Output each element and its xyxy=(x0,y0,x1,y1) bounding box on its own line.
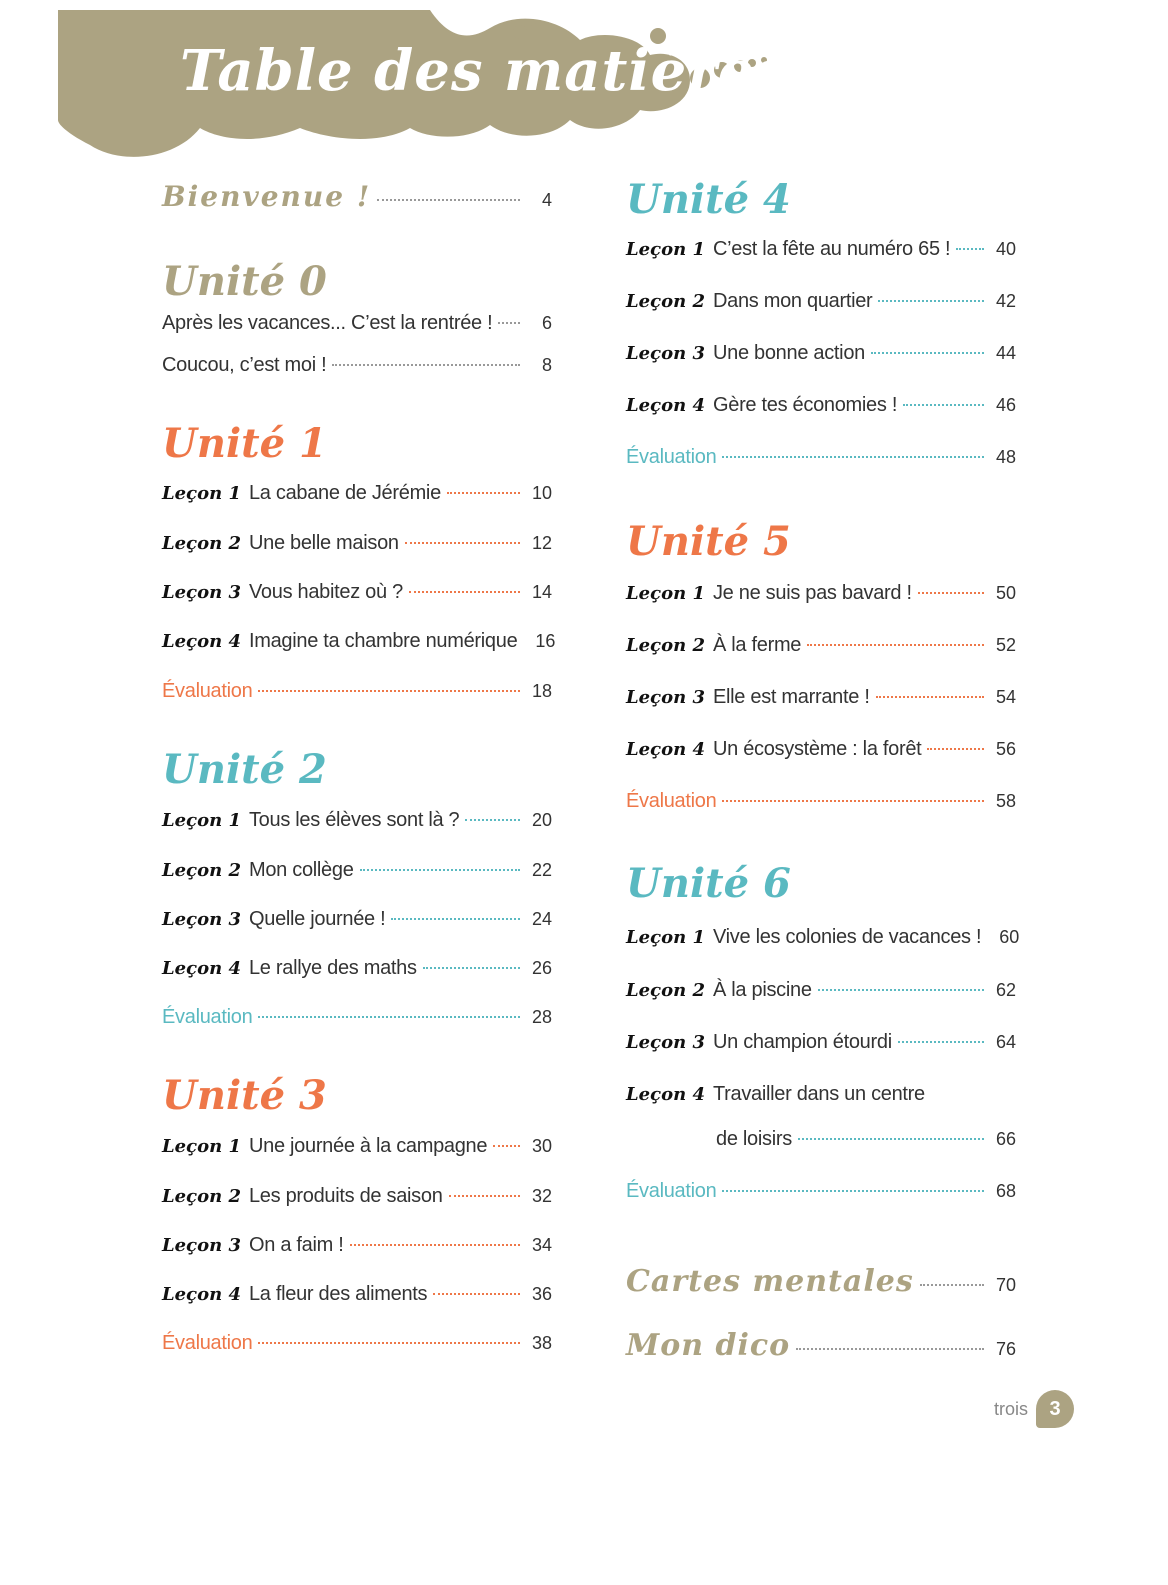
page-number-word: trois xyxy=(994,1398,1029,1419)
lesson-label: Leçon 4 xyxy=(162,631,241,652)
dot-leader xyxy=(818,989,984,991)
dot-leader xyxy=(258,1342,520,1344)
dot-leader xyxy=(807,644,984,646)
toc-entry-lesson[interactable] xyxy=(162,482,552,512)
toc-entry-continuation[interactable] xyxy=(626,1128,1016,1158)
page-number: 60 xyxy=(999,927,1020,947)
entry-title: Imagine ta chambre numérique xyxy=(248,630,518,652)
unit-1-heading: Unité 1 xyxy=(162,420,327,467)
toc-entry-evaluation[interactable] xyxy=(626,1180,1016,1210)
dot-leader xyxy=(903,404,984,406)
lesson-label: Leçon 2 xyxy=(626,635,705,656)
lesson-label: Leçon 2 xyxy=(162,860,241,881)
dot-leader xyxy=(920,1284,984,1286)
page-number: 54 xyxy=(995,687,1016,707)
page-number: 8 xyxy=(541,355,552,375)
toc-entry-evaluation[interactable] xyxy=(626,790,1016,820)
dot-leader xyxy=(258,1016,520,1018)
entry-title: C’est la fête au numéro 65 ! xyxy=(712,238,951,260)
dot-leader xyxy=(898,1041,984,1043)
page-number: 56 xyxy=(995,739,1016,759)
toc-entry-lesson[interactable] xyxy=(626,238,1016,268)
dot-leader xyxy=(722,800,984,802)
toc-entry-lesson[interactable] xyxy=(162,809,552,839)
page-number: 20 xyxy=(531,810,552,830)
toc-entry-lesson[interactable] xyxy=(162,581,552,611)
lesson-label: Leçon 1 xyxy=(626,927,705,948)
dot-leader xyxy=(405,542,520,544)
lesson-label: Leçon 2 xyxy=(162,533,241,554)
entry-title: On a faim ! xyxy=(248,1234,344,1256)
evaluation-label: Évaluation xyxy=(162,1006,253,1028)
toc-entry-lesson[interactable] xyxy=(626,342,1016,372)
toc-entry-lesson[interactable] xyxy=(162,532,552,562)
entry-title: À la piscine xyxy=(712,979,812,1001)
dot-leader xyxy=(332,364,520,366)
toc-entry[interactable] xyxy=(162,354,552,384)
page-number: 32 xyxy=(531,1186,552,1206)
dot-leader xyxy=(360,869,520,871)
page-number: 22 xyxy=(531,860,552,880)
dot-leader xyxy=(258,690,520,692)
evaluation-label: Évaluation xyxy=(626,446,717,468)
evaluation-label: Évaluation xyxy=(162,1332,253,1354)
lesson-label: Leçon 3 xyxy=(626,343,705,364)
dot-leader xyxy=(447,492,520,494)
evaluation-label: Évaluation xyxy=(162,680,253,702)
entry-title: Elle est marrante ! xyxy=(712,686,870,708)
page-number: 34 xyxy=(531,1235,552,1255)
dot-leader xyxy=(722,1190,984,1192)
dot-leader xyxy=(878,300,984,302)
lesson-label: Leçon 4 xyxy=(626,1084,705,1105)
dot-leader xyxy=(927,748,984,750)
toc-entry-lesson[interactable] xyxy=(162,1135,552,1165)
dot-leader xyxy=(433,1293,520,1295)
entry-title: Travailler dans un centre xyxy=(712,1083,925,1105)
lesson-label: Leçon 1 xyxy=(626,583,705,604)
toc-entry-lesson[interactable] xyxy=(626,1083,1016,1113)
page-number: 48 xyxy=(995,447,1016,467)
page-number: 50 xyxy=(995,583,1016,603)
toc-entry-lesson[interactable] xyxy=(626,686,1016,716)
dot-leader xyxy=(796,1348,984,1350)
lesson-label: Leçon 4 xyxy=(626,395,705,416)
dot-leader xyxy=(871,352,984,354)
evaluation-label: Évaluation xyxy=(626,790,717,812)
dot-leader xyxy=(498,322,520,324)
lesson-label: Leçon 1 xyxy=(626,239,705,260)
entry-title: Mon collège xyxy=(248,859,354,881)
page-number: 24 xyxy=(531,909,552,929)
page-number: 68 xyxy=(995,1181,1016,1201)
unit-4-heading: Unité 4 xyxy=(626,176,791,223)
page-footer xyxy=(994,1390,1074,1428)
dot-leader xyxy=(798,1138,984,1140)
page-number: 36 xyxy=(531,1284,552,1304)
page-number: 16 xyxy=(535,631,556,651)
unit-2-heading: Unité 2 xyxy=(162,746,327,793)
toc-entry-lesson[interactable] xyxy=(162,957,552,987)
page-title: Table des matières xyxy=(180,38,787,104)
toc-entry-evaluation[interactable] xyxy=(626,446,1016,476)
dot-leader xyxy=(722,456,984,458)
entry-title: Un champion étourdi xyxy=(712,1031,892,1053)
welcome-label: Bienvenue ! xyxy=(162,180,372,213)
dot-leader xyxy=(377,199,520,201)
entry-title: Une journée à la campagne xyxy=(248,1135,488,1157)
page-number: 12 xyxy=(531,533,552,553)
mon-dico-label: Mon dico xyxy=(626,1328,791,1363)
dot-leader xyxy=(465,819,520,821)
page-number: 64 xyxy=(995,1032,1016,1052)
page-number: 38 xyxy=(531,1333,552,1353)
toc-entry-lesson[interactable] xyxy=(626,582,1016,612)
dot-leader xyxy=(423,967,520,969)
page-number-badge: 3 xyxy=(1036,1390,1074,1428)
entry-title: Gère tes économies ! xyxy=(712,394,898,416)
entry-title: Les produits de saison xyxy=(248,1185,443,1207)
toc-entry-lesson[interactable] xyxy=(626,926,1020,956)
entry-title: Quelle journée ! xyxy=(248,908,386,930)
toc-entry-lesson[interactable] xyxy=(162,859,552,889)
unit-6-heading: Unité 6 xyxy=(626,860,791,907)
entry-title: Le rallye des maths xyxy=(248,957,417,979)
evaluation-label: Évaluation xyxy=(626,1180,717,1202)
lesson-label: Leçon 1 xyxy=(162,1136,241,1157)
lesson-label: Leçon 3 xyxy=(162,1235,241,1256)
toc-entry-evaluation[interactable] xyxy=(162,1332,552,1362)
lesson-label: Leçon 4 xyxy=(162,958,241,979)
entry-title: Après les vacances... C’est la rentrée ! xyxy=(162,312,493,334)
page-number: 26 xyxy=(531,958,552,978)
dot-leader xyxy=(350,1244,521,1246)
entry-title: À la ferme xyxy=(712,634,802,656)
entry-title: Un écosystème : la forêt xyxy=(712,738,922,760)
unit-3-heading: Unité 3 xyxy=(162,1072,327,1119)
entry-title: Je ne suis pas bavard ! xyxy=(712,582,912,604)
toc-entry-lesson[interactable] xyxy=(162,630,556,660)
entry-title: Une belle maison xyxy=(248,532,399,554)
lesson-label: Leçon 2 xyxy=(162,1186,241,1207)
lesson-label: Leçon 2 xyxy=(626,980,705,1001)
toc-entry-evaluation[interactable] xyxy=(162,1006,552,1036)
page-number: 10 xyxy=(531,483,552,503)
toc-entry-lesson[interactable] xyxy=(626,394,1016,424)
lesson-label: Leçon 3 xyxy=(626,687,705,708)
entry-title: Une bonne action xyxy=(712,342,865,364)
toc-entry-lesson[interactable] xyxy=(626,1031,1016,1061)
lesson-label: Leçon 1 xyxy=(162,483,241,504)
dot-leader xyxy=(876,696,984,698)
page-number: 14 xyxy=(531,582,552,602)
page-number: 44 xyxy=(995,343,1016,363)
lesson-label: Leçon 3 xyxy=(162,582,241,603)
dot-leader xyxy=(409,591,520,593)
entry-title: La cabane de Jérémie xyxy=(248,482,441,504)
page-number: 66 xyxy=(995,1129,1016,1149)
dot-leader xyxy=(956,248,984,250)
toc-entry-bienvenue[interactable] xyxy=(162,180,552,220)
toc-entry-mon-dico[interactable] xyxy=(626,1328,1016,1368)
toc-entry-lesson[interactable] xyxy=(626,979,1016,1009)
page-number: 18 xyxy=(531,681,552,701)
page-number: 58 xyxy=(995,791,1016,811)
lesson-label: Leçon 4 xyxy=(626,739,705,760)
toc-entry-lesson[interactable] xyxy=(162,1234,552,1264)
toc-entry-cartes-mentales[interactable] xyxy=(626,1264,1016,1304)
entry-title: La fleur des aliments xyxy=(248,1283,428,1305)
entry-title: Vous habitez où ? xyxy=(248,581,403,603)
lesson-label: Leçon 3 xyxy=(162,909,241,930)
dot-leader xyxy=(391,918,520,920)
toc-entry-lesson[interactable] xyxy=(626,634,1016,664)
entry-title: Coucou, c’est moi ! xyxy=(162,354,327,376)
lesson-label: Leçon 4 xyxy=(162,1284,241,1305)
dot-leader xyxy=(918,592,984,594)
cartes-mentales-label: Cartes mentales xyxy=(626,1264,914,1299)
page-number: 70 xyxy=(995,1275,1016,1295)
page-number: 42 xyxy=(995,291,1016,311)
toc-entry-lesson[interactable] xyxy=(162,1185,552,1215)
page-number: 46 xyxy=(995,395,1016,415)
toc-entry-lesson[interactable] xyxy=(162,1283,552,1313)
page-number: 76 xyxy=(995,1339,1016,1359)
entry-title: Dans mon quartier xyxy=(712,290,873,312)
dot-leader xyxy=(493,1145,520,1147)
entry-title: Tous les élèves sont là ? xyxy=(248,809,460,831)
toc-entry-lesson[interactable] xyxy=(626,738,1016,768)
page-number: 30 xyxy=(531,1136,552,1156)
toc-entry-lesson[interactable] xyxy=(626,290,1016,320)
lesson-label: Leçon 3 xyxy=(626,1032,705,1053)
toc-entry-lesson[interactable] xyxy=(162,908,552,938)
page-number: 52 xyxy=(995,635,1016,655)
title-banner xyxy=(0,0,800,170)
entry-title-continued: de loisirs xyxy=(716,1128,792,1150)
toc-entry-evaluation[interactable] xyxy=(162,680,552,710)
lesson-label: Leçon 2 xyxy=(626,291,705,312)
page-number: 4 xyxy=(541,190,552,210)
dot-leader xyxy=(449,1195,520,1197)
toc-entry[interactable] xyxy=(162,312,552,342)
unit-0-heading: Unité 0 xyxy=(162,258,327,305)
page-number: 62 xyxy=(995,980,1016,1000)
lesson-label: Leçon 1 xyxy=(162,810,241,831)
unit-5-heading: Unité 5 xyxy=(626,518,791,565)
page-number: 40 xyxy=(995,239,1016,259)
page-number: 6 xyxy=(541,313,552,333)
entry-title: Vive les colonies de vacances ! xyxy=(712,926,982,948)
page-number: 28 xyxy=(531,1007,552,1027)
